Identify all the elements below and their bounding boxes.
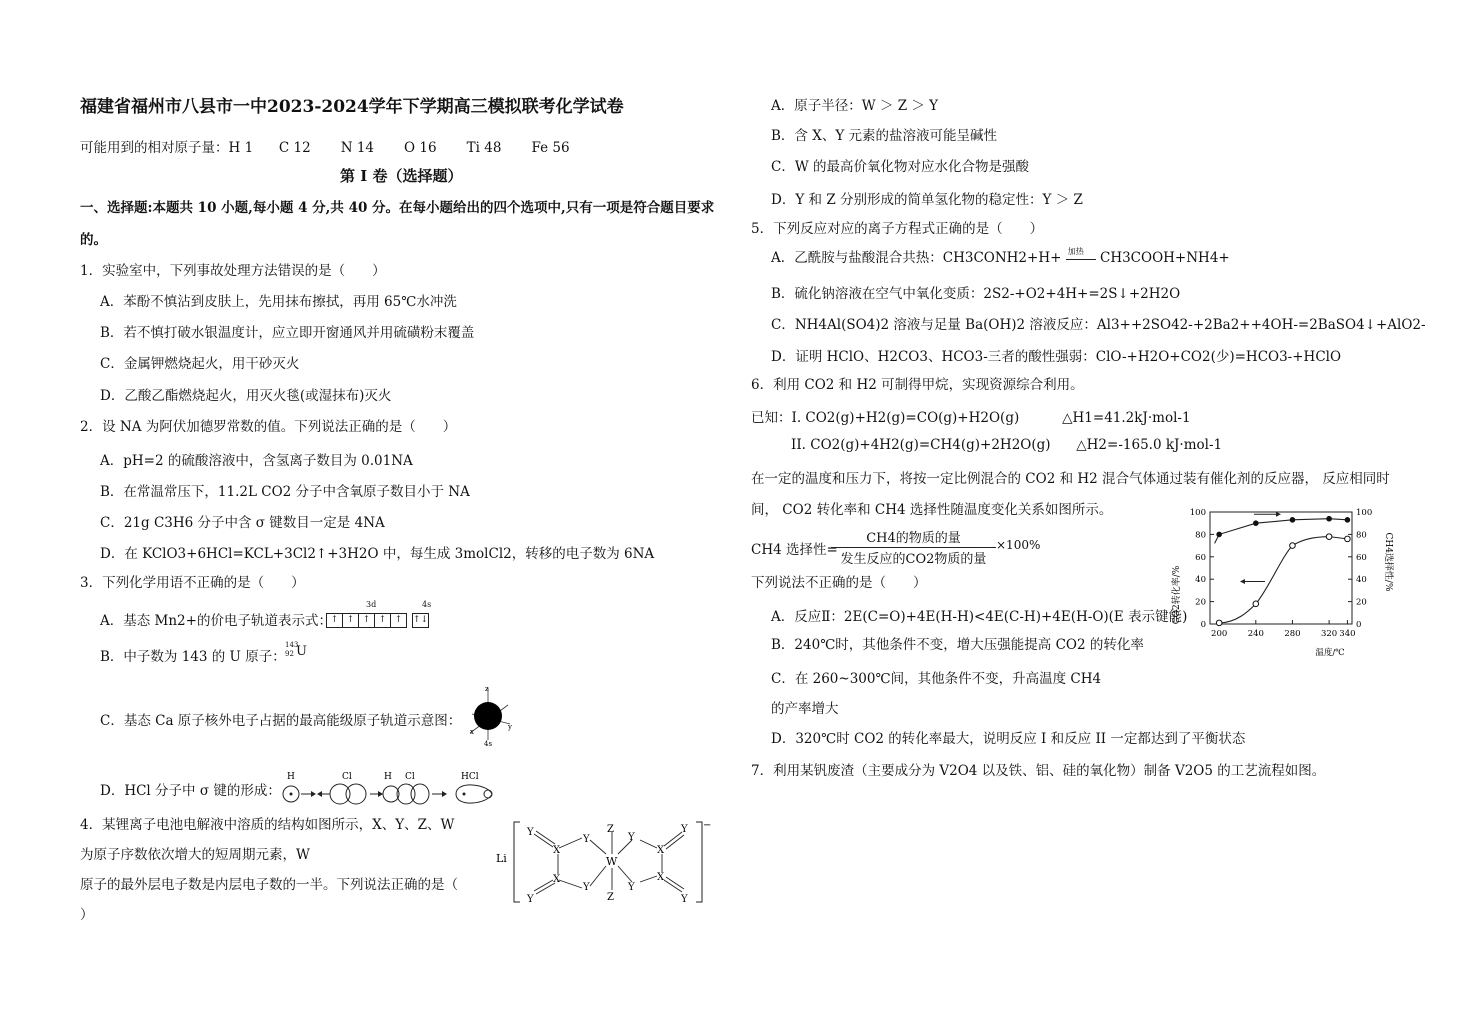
q4-option-b: B．含 X、Y 元素的盐溶液可能呈碱性 bbox=[771, 128, 998, 144]
q2-option-d: D．在 KClO3+6HCl=KCL+3Cl2↑+3H2O 中，每生成 3molCl2，转移的电子数为 6NA bbox=[100, 546, 655, 562]
q5-option-a-left: A．乙酰胺与盐酸混合共热：CH3CONH2+H+ bbox=[771, 250, 1066, 266]
y-tick-label-right: 100 bbox=[1356, 508, 1373, 518]
heat-condition: 加热 bbox=[1067, 246, 1084, 256]
mass-number: 143 bbox=[285, 641, 299, 649]
q4-option-c: C．W 的最高价氧化物对应水化合物是强酸 bbox=[771, 159, 1029, 175]
exam-title: 福建省福州市八县市一中2023-2024学年下学期高三模拟联考化学试卷 bbox=[80, 97, 624, 117]
q4-stem-line4: ） bbox=[80, 907, 94, 923]
q6-option-a: A．反应Ⅱ：2E(C=O)+4E(H-H)<4E(C-H)+4E(H-O)(E 表示键能) bbox=[771, 609, 1188, 625]
y-tick-label-left: 20 bbox=[1195, 597, 1206, 608]
y-tick-label-left: 40 bbox=[1195, 575, 1206, 586]
series-co2-conversion-point bbox=[1290, 517, 1296, 523]
q1-option-b: B．若不慎打破水银温度计，应立即开窗通风并用硫磺粉末覆盖 bbox=[100, 325, 475, 341]
q5-stem: 5．下列反应对应的离子方程式正确的是（ ） bbox=[751, 221, 1044, 237]
orbital-box: ↑ bbox=[390, 613, 407, 628]
x-tick-label: 340 bbox=[1339, 629, 1356, 639]
y-axis-right-label: CH4选择性/% bbox=[1383, 532, 1393, 592]
q5-option-a-right: CH3COOH+NH4+ bbox=[1095, 250, 1230, 266]
series-ch4-selectivity-point bbox=[1326, 534, 1332, 540]
axis-z-label: z bbox=[485, 685, 489, 693]
q6-option-c-cont: 的产率增大 bbox=[771, 701, 839, 717]
q3-option-d: D．HCl 分子中 σ 键的形成： bbox=[100, 783, 281, 799]
atom-z: Z bbox=[607, 892, 614, 903]
hcl-label: HCl bbox=[461, 772, 479, 782]
y-axis-left-label: CO2转化率/% bbox=[1172, 565, 1182, 625]
q1-option-c: C．金属钾燃烧起火，用干砂灭火 bbox=[100, 356, 300, 372]
q2-option-c: C．21g C3H6 分子中含 σ 键数目一定是 4NA bbox=[100, 515, 385, 531]
atom-y: Y bbox=[681, 894, 688, 905]
atom-y: Y bbox=[628, 832, 635, 843]
q6-stem: 6．利用 CO2 和 H2 可制得甲烷，实现资源综合利用。 bbox=[751, 377, 1084, 393]
series-co2-conversion-point bbox=[1253, 520, 1259, 526]
atom-w: W bbox=[606, 855, 618, 868]
section-desc-cont: 的。 bbox=[80, 232, 107, 248]
series-co2-conversion-line bbox=[1215, 519, 1348, 544]
series-ch4-selectivity-point bbox=[1253, 601, 1259, 607]
atom-y: Y bbox=[527, 894, 534, 905]
section-title: 第 I 卷（选择题） bbox=[340, 167, 463, 185]
x-tick-label: 280 bbox=[1284, 629, 1301, 639]
reaction-arrow bbox=[1066, 246, 1096, 265]
q4-stem-line2: 为原子序数依次增大的短周期元素，W bbox=[80, 847, 310, 863]
q1-option-d: D．乙酸乙酯燃烧起火，用灭火毯(或湿抹布)灭火 bbox=[100, 388, 392, 404]
q6-desc-2: 间， CO2 转化率和 CH4 选择性随温度变化关系如图所示。 bbox=[751, 502, 1113, 518]
q6-option-b: B．240℃时，其他条件不变，增大压强能提高 CO2 的转化率 bbox=[771, 637, 1144, 653]
q6-option-d: D．320℃时 CO2 的转化率最大，说明反应 I 和反应 II 一定都达到了平衡状态 bbox=[771, 731, 1246, 747]
q4-stem-line3: 原子的最外层电子数是内层电子数的一半。下列说法正确的是（ bbox=[80, 877, 458, 893]
orbital-3d-label: 3d bbox=[366, 600, 377, 609]
atom-x: X bbox=[553, 874, 561, 885]
orbital-4s-label: 4s bbox=[422, 600, 432, 609]
q3-option-a: A．基态 Mn2+的价电子轨道表示式： bbox=[100, 613, 332, 629]
cl-label-2: Cl bbox=[405, 772, 415, 782]
series-ch4-selectivity-line bbox=[1219, 537, 1347, 623]
y-tick-label-right: 60 bbox=[1356, 552, 1367, 563]
orbital-box: ↑ bbox=[374, 613, 391, 628]
cl-label: Cl bbox=[342, 772, 352, 782]
atom-y: Y bbox=[681, 824, 688, 835]
orbital-box: ↑ bbox=[342, 613, 359, 628]
orbital-4s-label: 4s bbox=[484, 740, 493, 748]
q3-option-b: B．中子数为 143 的 U 原子： bbox=[100, 649, 286, 665]
atom-z: Z bbox=[607, 824, 614, 835]
x-tick-label: 200 bbox=[1211, 629, 1228, 639]
q6-option-c: C．在 260~300℃间，其他条件不变，升高温度 CH4 bbox=[771, 671, 1102, 687]
orbital-box: ↑ bbox=[326, 613, 343, 628]
selectivity-denominator: 发生反应的CO2物质的量 bbox=[840, 552, 987, 567]
q7-stem: 7．利用某钒废渣（主要成分为 V2O4 以及铁、铝、硅的氧化物）制备 V2O5 的工艺流程如图。 bbox=[751, 763, 1326, 779]
y-tick-label-left: 80 bbox=[1195, 530, 1206, 541]
x-axis-label: 温度/℃ bbox=[1315, 648, 1345, 658]
li-label: Li bbox=[496, 852, 507, 865]
plot-frame bbox=[1210, 512, 1352, 624]
q2-stem: 2．设 NA 为阿伏加德罗常数的值。下列说法正确的是（ ） bbox=[80, 419, 457, 435]
y-tick-label-left: 60 bbox=[1195, 552, 1206, 563]
q5-option-a bbox=[771, 246, 1230, 266]
atom-y: Y bbox=[583, 882, 590, 893]
series-ch4-selectivity-point bbox=[1290, 543, 1296, 549]
arrow-left-head bbox=[1240, 579, 1245, 584]
series-co2-conversion-point bbox=[1326, 516, 1332, 522]
orbital-box-4s: ↑↓ bbox=[412, 613, 429, 628]
q6-ask: 下列说法不正确的是（ ） bbox=[751, 575, 927, 591]
q1-option-a: A．苯酚不慎沾到皮肤上，先用抹布擦拭，再用 65℃水冲洗 bbox=[100, 294, 457, 310]
uranium-nuclide bbox=[285, 641, 309, 663]
q4-stem-line1: 4．某锂离子电池电解液中溶质的结构如图所示，X、Y、Z、W bbox=[80, 817, 455, 833]
y-tick-label-right: 0 bbox=[1356, 620, 1362, 630]
y-tick-label-left: 100 bbox=[1189, 508, 1206, 518]
atom-y: Y bbox=[628, 882, 635, 893]
q5-option-c: C．NH4Al(SO4)2 溶液与足量 Ba(OH)2 溶液反应：Al3++2SO42-+2Ba2++4OH-=2BaSO4↓+AlO2- bbox=[771, 317, 1426, 333]
q3-stem: 3．下列化学用语不正确的是（ ） bbox=[80, 575, 305, 591]
y-tick-label-right: 40 bbox=[1356, 575, 1367, 586]
atom-x: X bbox=[657, 845, 665, 856]
q2-option-a: A．pH=2 的硫酸溶液中，含氢离子数目为 0.01NA bbox=[100, 453, 413, 469]
sigma-bond-diagram bbox=[278, 770, 498, 806]
q3-option-c: C．基态 Ca 原子核外电子占据的最高能级原子轨道示意图： bbox=[100, 713, 462, 729]
s-orbital-diagram bbox=[466, 684, 516, 748]
q4-option-a: A．原子半径：W ＞ Z ＞ Y bbox=[771, 98, 939, 114]
selectivity-tail: ×100% bbox=[996, 538, 1041, 552]
y-tick-label-right: 20 bbox=[1356, 597, 1367, 608]
q6-desc-1: 在一定的温度和压力下，将按一定比例混合的 CO2 和 H2 混合气体通过装有催化剂的反应器， 反应相同时 bbox=[751, 471, 1390, 487]
atom-y: Y bbox=[583, 834, 590, 845]
series-ch4-selectivity-point bbox=[1216, 620, 1222, 626]
atomic-masses: 可能用到的相对原子量：H 1 C 12 N 14 O 16 Ti 48 Fe 56 bbox=[80, 140, 570, 156]
q2-option-b: B．在常温常压下，11.2L CO2 分子中含氧原子数目小于 NA bbox=[100, 484, 470, 500]
selectivity-formula bbox=[831, 527, 996, 567]
selectivity-numerator: CH4的物质的量 bbox=[831, 527, 996, 548]
axis-x-label: x bbox=[470, 728, 474, 736]
atom-y: Y bbox=[527, 827, 534, 838]
conversion-selectivity-chart bbox=[1170, 500, 1400, 660]
axis-y-label: y bbox=[508, 723, 512, 731]
orbital-box: ↑ bbox=[358, 613, 375, 628]
atom-x: X bbox=[657, 872, 665, 883]
series-ch4-selectivity-point bbox=[1345, 536, 1351, 542]
x-tick-label: 240 bbox=[1247, 629, 1264, 639]
h-label: H bbox=[287, 772, 295, 782]
q5-option-d: D．证明 HClO、H2CO3、HCO3-三者的酸性强弱：ClO-+H2O+CO2(少)=HCO3-+HClO bbox=[771, 349, 1342, 365]
series-co2-conversion-point bbox=[1216, 532, 1222, 538]
h-label-2: H bbox=[384, 772, 392, 782]
q4-option-d: D．Y 和 Z 分别形成的简单氢化物的稳定性：Y ＞ Z bbox=[771, 192, 1083, 208]
atom-x: X bbox=[553, 845, 561, 856]
atomic-number: 92 bbox=[285, 650, 294, 658]
q5-option-b: B．硫化钠溶液在空气中氧化变质：2S2-+O2+4H+=2S↓+2H2O bbox=[771, 286, 1181, 302]
charge-label: − bbox=[703, 820, 712, 831]
lithium-salt-structure bbox=[494, 816, 714, 908]
section-desc: 一、选择题:本题共 10 小题,每小题 4 分,共 40 分。在每小题给出的四个选项中,只有一项是符合题目要求 bbox=[80, 200, 715, 216]
x-tick-label: 320 bbox=[1320, 629, 1338, 639]
series-co2-conversion-point bbox=[1345, 517, 1351, 523]
y-tick-label-left: 0 bbox=[1200, 620, 1206, 630]
selectivity-label: CH4 选择性= bbox=[751, 542, 838, 558]
uranium-symbol: U bbox=[296, 644, 307, 659]
q1-stem: 1．实验室中，下列事故处理方法错误的是（ ） bbox=[80, 263, 386, 279]
y-tick-label-right: 80 bbox=[1356, 530, 1367, 541]
q6-known-2: II. CO2(g)+4H2(g)=CH4(g)+2H2O(g) △H2=-165.0 kJ·mol-1 bbox=[791, 437, 1223, 453]
q6-known-1: 已知：I. CO2(g)+H2(g)=CO(g)+H2O(g) △H1=41.2kJ·mol-1 bbox=[751, 410, 1191, 426]
